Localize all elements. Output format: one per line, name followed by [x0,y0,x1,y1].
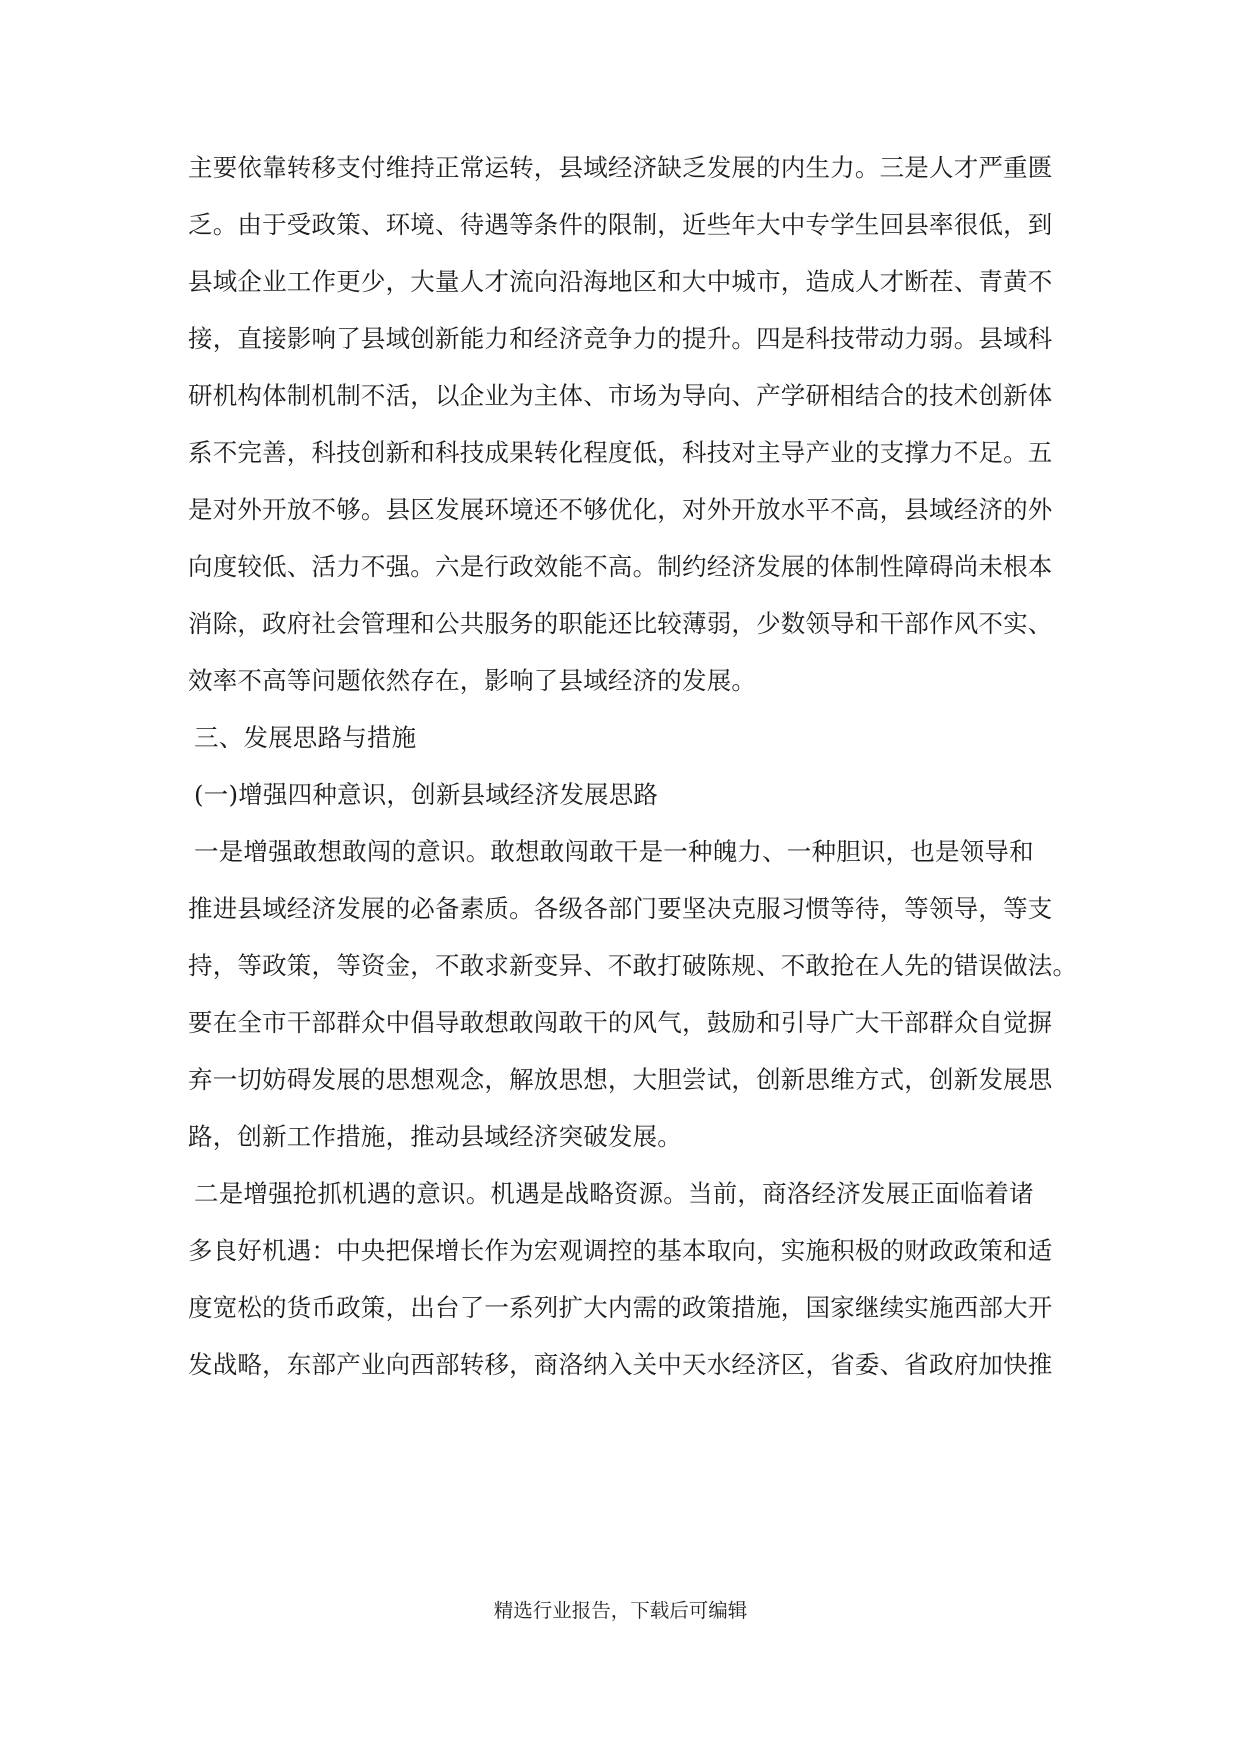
text-line: 县域企业工作更少，大量人才流向沿海地区和大中城市，造成人才断茬、青黄不 [188,267,1053,296]
text-line: 接，直接影响了县域创新能力和经济竞争力的提升。四是科技带动力弱。县域科 [188,324,1053,353]
text-line: 向度较低、活力不强。六是行政效能不高。制约经济发展的体制性障碍尚未根本 [188,552,1053,581]
text-line: 乏。由于受政策、环境、待遇等条件的限制，近些年大中专学生回县率很低，到 [188,210,1053,239]
text-line: 一是增强敢想敢闯的意识。敢想敢闯敢干是一种魄力、一种胆识，也是领导和 [194,837,1034,866]
text-line: 主要依靠转移支付维持正常运转，县域经济缺乏发展的内生力。三是人才严重匮 [188,153,1053,182]
section-heading: 三、发展思路与措施 [194,723,417,752]
page-footer: 精选行业报告，下载后可编辑 [493,1599,748,1622]
text-line: 研机构体制机制不活，以企业为主体、市场为导向、产学研相结合的技术创新体 [188,381,1053,410]
text-line: 路，创新工作措施，推动县域经济突破发展。 [188,1122,682,1151]
text-line: 效率不高等问题依然存在，影响了县域经济的发展。 [188,666,757,695]
text-line: 系不完善，科技创新和科技成果转化程度低，科技对主导产业的支撑力不足。五 [188,438,1053,467]
text-line: 是对外开放不够。县区发展环境还不够优化，对外开放水平不高，县域经济的外 [188,495,1053,524]
text-line: 多良好机遇：中央把保增长作为宏观调控的基本取向，实施积极的财政政策和适 [188,1236,1053,1265]
subsection-heading: (一)增强四种意识，创新县域经济发展思路 [194,780,659,809]
text-line: 二是增强抢抓机遇的意识。机遇是战略资源。当前，商洛经济发展正面临着诸 [194,1179,1034,1208]
text-line: 度宽松的货币政策，出台了一系列扩大内需的政策措施，国家继续实施西部大开 [188,1293,1053,1322]
text-line: 持，等政策，等资金，不敢求新变异、不敢打破陈规、不敢抢在人先的错误做法。 [188,951,1078,980]
text-line: 弃一切妨碍发展的思想观念，解放思想，大胆尝试，创新思维方式，创新发展思 [188,1065,1053,1094]
text-line: 推进县域经济发展的必备素质。各级各部门要坚决克服习惯等待，等领导，等支 [188,894,1053,923]
text-line: 要在全市干部群众中倡导敢想敢闯敢干的风气，鼓励和引导广大干部群众自觉摒 [188,1008,1053,1037]
text-line: 消除，政府社会管理和公共服务的职能还比较薄弱，少数领导和干部作风不实、 [188,609,1053,638]
text-line: 发战略，东部产业向西部转移，商洛纳入关中天水经济区，省委、省政府加快推 [188,1350,1053,1379]
